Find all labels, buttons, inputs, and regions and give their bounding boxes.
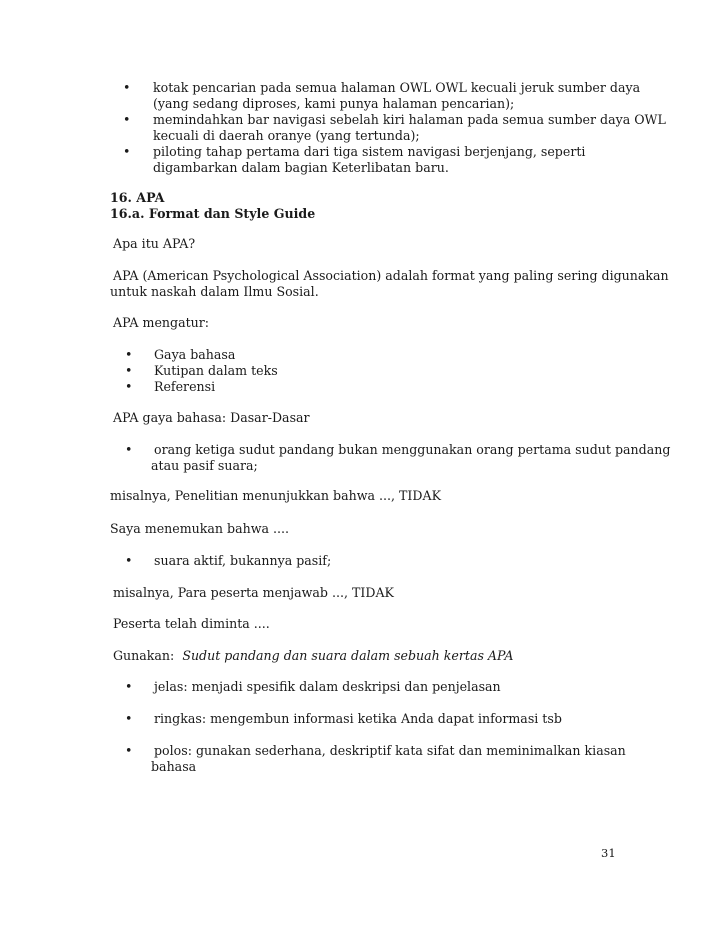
- bullet-dot: •: [125, 553, 133, 568]
- list-item: Kutipan dalam teks: [154, 363, 278, 378]
- bullet-text: suara aktif, bukannya pasif;: [154, 553, 332, 568]
- example-text: misalnya, Para peserta menjawab ..., TIDAK: [113, 585, 394, 600]
- example-text: Peserta telah diminta ....: [113, 616, 270, 631]
- bullet-dot: •: [123, 112, 131, 127]
- section-heading: 16. APA: [110, 190, 165, 205]
- bullet-dot: •: [125, 711, 133, 726]
- definition-text: APA (American Psychological Association) adalah format yang paling sering digunakan: [113, 268, 669, 283]
- bullet-text-cont: digambarkan dalam bagian Keterlibatan baru.: [153, 160, 449, 175]
- list-item: Referensi: [154, 379, 216, 394]
- bullet-dot: •: [125, 679, 133, 694]
- bullet-dot: •: [125, 379, 133, 394]
- definition-text-cont: untuk naskah dalam Ilmu Sosial.: [110, 284, 319, 299]
- use-italic: Sudut pandang dan suara dalam sebuah kertas APA: [182, 648, 514, 663]
- bullet-text-cont: atau pasif suara;: [151, 458, 258, 473]
- style-basics-text: APA gaya bahasa: Dasar-Dasar: [113, 410, 310, 425]
- bullet-text: memindahkan bar navigasi sebelah kiri halaman pada semua sumber daya OWL: [153, 112, 666, 127]
- bullet-text: polos: gunakan sederhana, deskriptif kata sifat dan meminimalkan kiasan: [154, 743, 626, 758]
- page-number: 31: [601, 846, 616, 860]
- regulates-text: APA mengatur:: [113, 315, 210, 330]
- use-text: [113, 648, 513, 664]
- bullet-text-cont: kecuali di daerah oranye (yang tertunda);: [153, 128, 420, 143]
- use-label: Gunakan:: [113, 648, 175, 663]
- subsection-heading: 16.a. Format dan Style Guide: [110, 206, 316, 221]
- bullet-text: kotak pencarian pada semua halaman OWL OWL kecuali jeruk sumber daya: [153, 80, 641, 95]
- bullet-text: orang ketiga sudut pandang bukan menggunakan orang pertama sudut pandang: [154, 442, 671, 457]
- example-text: misalnya, Penelitian menunjukkan bahwa ..., TIDAK: [110, 488, 441, 503]
- bullet-dot: •: [123, 80, 131, 95]
- question-text: Apa itu APA?: [113, 236, 196, 251]
- bullet-dot: •: [125, 442, 133, 457]
- example-text: Saya menemukan bahwa ....: [110, 521, 290, 536]
- bullet-text: ringkas: mengembun informasi ketika Anda dapat informasi tsb: [154, 711, 562, 726]
- bullet-text-cont: bahasa: [151, 759, 197, 774]
- bullet-dot: •: [125, 363, 133, 378]
- bullet-text-cont: (yang sedang diproses, kami punya halaman pencarian);: [153, 96, 515, 111]
- bullet-text: jelas: menjadi spesifik dalam deskripsi dan penjelasan: [154, 679, 501, 694]
- bullet-dot: •: [125, 743, 133, 758]
- bullet-dot: •: [123, 144, 131, 159]
- bullet-text: piloting tahap pertama dari tiga sistem navigasi berjenjang, seperti: [153, 144, 586, 159]
- bullet-dot: •: [125, 347, 133, 362]
- list-item: Gaya bahasa: [154, 347, 236, 362]
